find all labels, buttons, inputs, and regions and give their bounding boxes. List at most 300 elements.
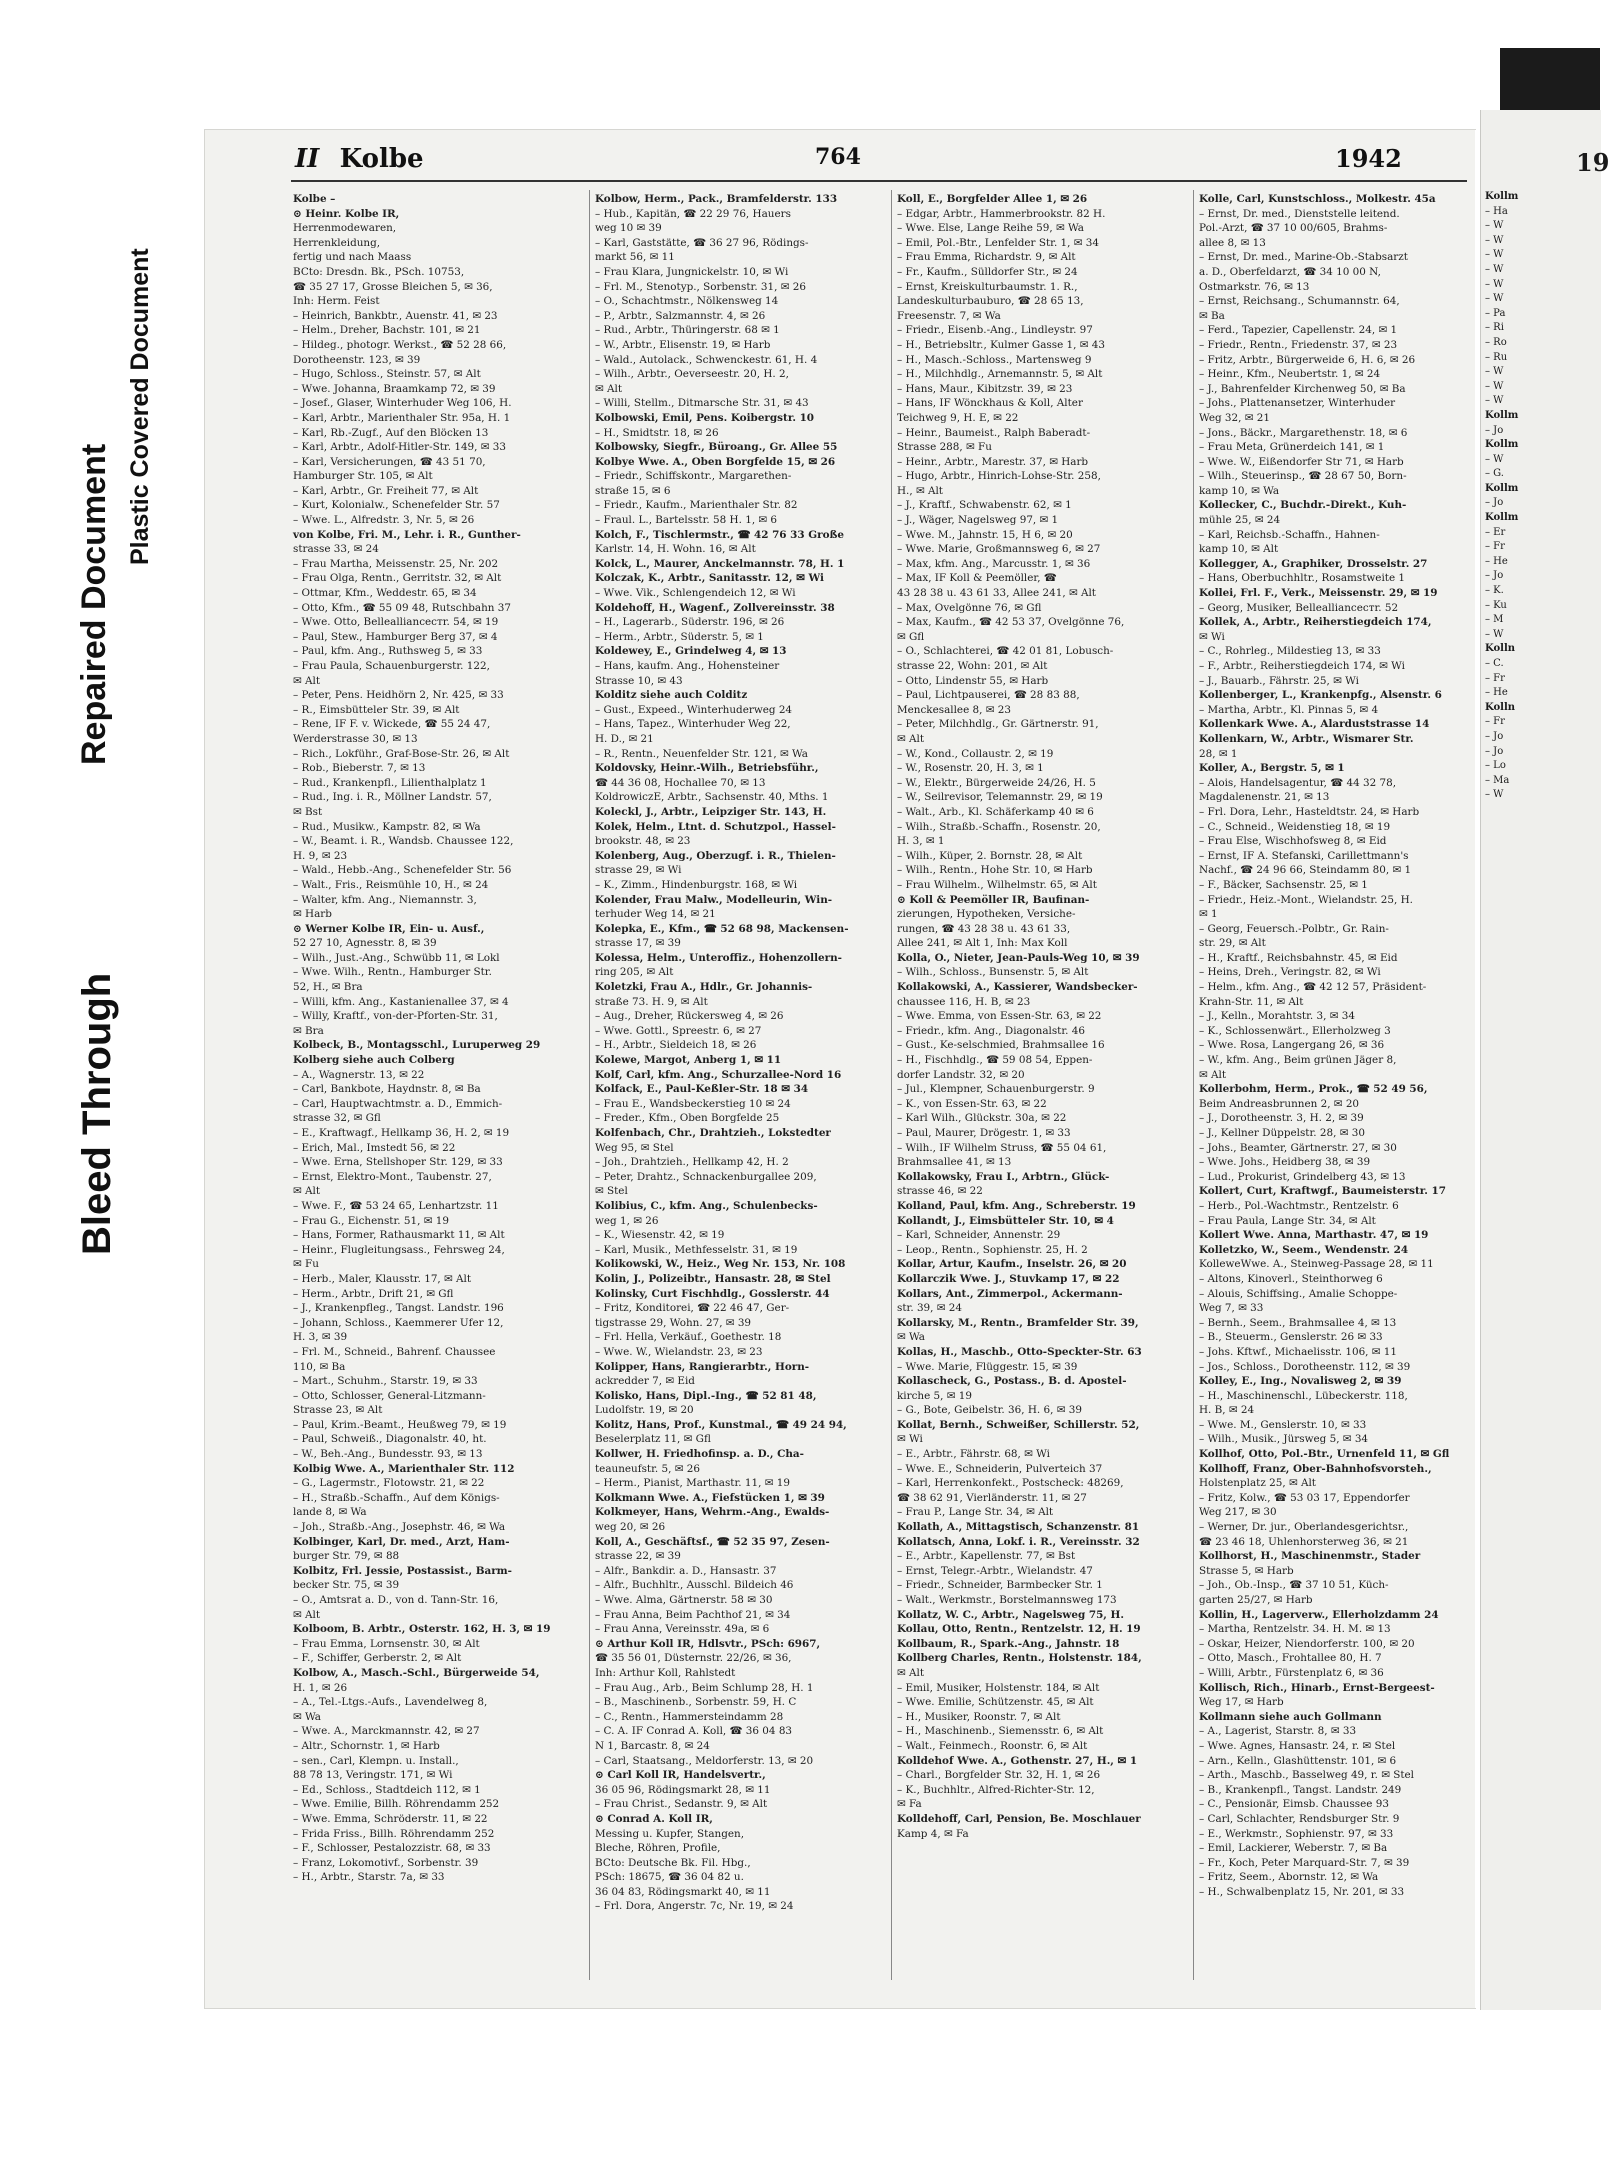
directory-entry: – Emil, Pol.-Btr., Lenfelder Str. 1, ✉ 34 bbox=[897, 236, 1099, 249]
directory-entry: ⊙ Werner Kolbe IR, Ein- u. Ausf., bbox=[293, 922, 485, 935]
scanner-edge bbox=[1500, 48, 1600, 110]
directory-entry: Kolldehof Wwe. A., Gothenstr. 27, H., ✉ 1 bbox=[897, 1754, 1138, 1767]
directory-entry: – Wwe. Johanna, Braamkamp 72, ✉ 39 bbox=[293, 382, 496, 395]
adjacent-entry: – Pa bbox=[1485, 307, 1506, 319]
directory-entry: – Karl, Schneider, Annenstr. 29 bbox=[897, 1229, 1061, 1242]
directory-entry: Kollhorst, H., Maschinenmstr., Stader bbox=[1199, 1550, 1421, 1563]
directory-entry: Kolipper, Hans, Rangierarbtr., Horn- bbox=[595, 1360, 810, 1373]
directory-entry: Kolibius, C., kfm. Ang., Schulenbecks- bbox=[595, 1199, 818, 1212]
directory-entry: Kamp 4, ✉ Fa bbox=[897, 1827, 969, 1840]
directory-entry: 36 05 96, Rödingsmarkt 28, ✉ 11 bbox=[595, 1783, 771, 1796]
directory-entry: Kollau, Otto, Rentn., Rentzelstr. 12, H. 19 bbox=[897, 1623, 1141, 1636]
directory-entry: terhuder Weg 14, ✉ 21 bbox=[595, 908, 716, 921]
adjacent-entry: – W bbox=[1485, 249, 1504, 261]
directory-entry: – Ernst, Telegr.-Arbtr., Wielandstr. 47 bbox=[897, 1564, 1093, 1577]
running-header bbox=[295, 144, 424, 174]
directory-entry: 110, ✉ Ba bbox=[293, 1360, 346, 1373]
directory-entry: – Wwe. Wilh., Rentn., Hamburger Str. bbox=[293, 966, 492, 979]
directory-entry: – Karl Wilh., Glückstr. 30a, ✉ 22 bbox=[897, 1112, 1067, 1125]
directory-entry: weg 20, ✉ 26 bbox=[595, 1521, 666, 1534]
directory-entry: weg 10 ✉ 39 bbox=[595, 222, 662, 235]
adjacent-page-column bbox=[1485, 190, 1595, 1970]
directory-entry: ☎ 35 27 17, Grosse Bleichen 5, ✉ 36, bbox=[293, 280, 493, 293]
side-label-bleed-through: Bleed Through bbox=[75, 972, 119, 1255]
directory-entry: Kollatsch, Anna, Lokf. i. R., Vereinsstr. 32 bbox=[897, 1535, 1140, 1548]
adjacent-entry: – Fr bbox=[1485, 541, 1505, 553]
directory-entry: – Walt., Feinmech., Roonstr. 6, ✉ Alt bbox=[897, 1739, 1088, 1752]
directory-entry: – Herb., Maler, Klausstr. 17, ✉ Alt bbox=[293, 1272, 472, 1285]
directory-entry: – P., Arbtr., Salzmannstr. 4, ✉ 26 bbox=[595, 309, 766, 322]
directory-entry: Kolbeck, B., Montagsschl., Luruperweg 29 bbox=[293, 1039, 541, 1052]
directory-entry: – Ernst, Dr. med., Marine-Ob.-Stabsarzt bbox=[1199, 251, 1408, 264]
directory-entry: a. D., Oberfeldarzt, ☎ 34 10 00 N, bbox=[1199, 265, 1381, 278]
directory-entry: – O., Amtsrat a. D., von d. Tann-Str. 16, bbox=[293, 1594, 499, 1606]
directory-entry: – Heins, Dreh., Veringstr. 82, ✉ Wi bbox=[1199, 966, 1381, 979]
directory-entry: Karlstr. 14, H. Wohn. 16, ✉ Alt bbox=[595, 543, 756, 556]
directory-entry: – B., Steuerm., Genslerstr. 26 ✉ 33 bbox=[1199, 1331, 1383, 1344]
directory-entry: – H., Schwalbenplatz 15, Nr. 201, ✉ 33 bbox=[1199, 1885, 1405, 1898]
directory-entry: – Wwe. Emma, von Essen-Str. 63, ✉ 22 bbox=[897, 1010, 1102, 1023]
bottom-margin bbox=[0, 2060, 1600, 2177]
directory-entry: – Frau Else, Wischhofsweg 8, ✉ Eid bbox=[1199, 835, 1387, 848]
adjacent-entry: – W bbox=[1485, 789, 1504, 801]
directory-entry: – J., Wäger, Nagelsweg 97, ✉ 1 bbox=[897, 514, 1059, 527]
directory-entry: Hamburger Str. 105, ✉ Alt bbox=[293, 470, 433, 483]
directory-entry: Kollerbohm, Herm., Prok., ☎ 52 49 56, bbox=[1199, 1083, 1428, 1096]
directory-entry: Kolikowski, W., Heiz., Weg Nr. 153, Nr. 108 bbox=[595, 1258, 846, 1271]
directory-entry: ✉ Alt bbox=[293, 674, 321, 687]
directory-entry: – W., Kond., Collaustr. 2, ✉ 19 bbox=[897, 747, 1054, 760]
header-year: 1942 bbox=[1335, 144, 1402, 173]
directory-entry: Kolbow, Herm., Pack., Bramfelderstr. 133 bbox=[595, 193, 838, 205]
directory-entry: becker Str. 75, ✉ 39 bbox=[293, 1579, 400, 1592]
directory-entry: ✉ Gfl bbox=[897, 630, 925, 643]
directory-entry: – Peter, Pens. Heidhörn 2, Nr. 425, ✉ 33 bbox=[293, 689, 504, 702]
directory-entry: Kolla, O., Nieter, Jean-Pauls-Weg 10, ✉ 39 bbox=[897, 951, 1140, 964]
directory-entry: – Wilh., Musik., Jürsweg 5, ✉ 34 bbox=[1199, 1433, 1369, 1446]
directory-entry: – E., Arbtr., Fährstr. 68, ✉ Wi bbox=[897, 1448, 1050, 1461]
directory-entry: – Lud., Prokurist, Grindelberg 43, ✉ 13 bbox=[1199, 1170, 1406, 1183]
directory-entry: – Ed., Schloss., Stadtdeich 112, ✉ 1 bbox=[293, 1783, 481, 1796]
directory-entry: Kolck, L., Maurer, Anckelmannstr. 78, H. 1 bbox=[595, 557, 845, 570]
directory-entry: – J., Kellner Düppelstr. 28, ✉ 30 bbox=[1199, 1127, 1365, 1139]
directory-entry: – Hugo, Schloss., Steinstr. 57, ✉ Alt bbox=[293, 368, 481, 381]
directory-entry: – W., Rosenstr. 20, H. 3, ✉ 1 bbox=[897, 762, 1044, 775]
directory-entry: – Wwe. Emilie, Schützenstr. 45, ✉ Alt bbox=[897, 1696, 1094, 1709]
directory-entry: Kolfack, E., Paul-Keßler-Str. 18 ✉ 34 bbox=[595, 1083, 809, 1096]
directory-entry: ✉ Alt bbox=[1199, 1068, 1227, 1081]
directory-entry: Beselerplatz 11, ✉ Gfl bbox=[595, 1433, 711, 1446]
directory-entry: Werderstrasse 30, ✉ 13 bbox=[293, 732, 418, 745]
directory-entry: Kolkmann Wwe. A., Fiefstücken 1, ✉ 39 bbox=[595, 1491, 825, 1504]
adjacent-entry: – Ku bbox=[1485, 599, 1507, 611]
directory-entry: H. B, ✉ 24 bbox=[1199, 1404, 1255, 1417]
directory-entry: – Wwe. Erna, Stellshoper Str. 129, ✉ 33 bbox=[293, 1156, 503, 1169]
directory-entry: Krahn-Str. 11, ✉ Alt bbox=[1199, 995, 1304, 1008]
directory-entry: – Frau Emma, Lornsenstr. 30, ✉ Alt bbox=[293, 1637, 480, 1650]
side-label-plastic-covered: Plastic Covered Document bbox=[126, 248, 154, 565]
directory-entry: – Rud., Arbtr., Thüringerstr. 68 ✉ 1 bbox=[595, 324, 780, 337]
directory-entry: Inh: Herm. Feist bbox=[293, 295, 380, 308]
directory-entry: – Otto, Kfm., ☎ 55 09 48, Rutschbahn 37 bbox=[293, 601, 512, 614]
directory-entry: – O., Schachtmstr., Nölkensweg 14 bbox=[595, 295, 779, 308]
directory-entry: Kollar, Artur, Kaufm., Inselstr. 26, ✉ 20 bbox=[897, 1258, 1127, 1271]
adjacent-entry: Kollm bbox=[1485, 512, 1519, 524]
directory-entry: – H., Betriebsltr., Kulmer Gasse 1, ✉ 43 bbox=[897, 338, 1105, 351]
directory-entry: – Willy, Kraftf., von-der-Pforten-Str. 31, bbox=[293, 1010, 498, 1023]
directory-entry: Kollarczik Wwe. J., Stuvkamp 17, ✉ 22 bbox=[897, 1272, 1120, 1285]
directory-entry: Beim Andreasbrunnen 2, ✉ 20 bbox=[1199, 1097, 1360, 1110]
directory-entry: von Kolbe, Fri. M., Lehr. i. R., Gunther- bbox=[293, 528, 521, 541]
directory-entry: Kollecker, C., Buchdr.-Direkt., Kuh- bbox=[1199, 499, 1407, 512]
directory-entry: – Alfr., Bankdir. a. D., Hansastr. 37 bbox=[595, 1564, 777, 1577]
directory-entry: Kollakowski, A., Kassierer, Wandsbecker- bbox=[897, 981, 1138, 994]
directory-entry: ✉ Alt bbox=[293, 1608, 321, 1621]
directory-entry: – Jul., Klempner, Schauenburgerstr. 9 bbox=[897, 1083, 1095, 1096]
directory-entry: – R., Rentn., Neuenfelder Str. 121, ✉ Wa bbox=[595, 747, 808, 760]
directory-entry: – W., Elektr., Bürgerweide 24/26, H. 5 bbox=[897, 776, 1096, 789]
directory-entry: – Fr., Koch, Peter Marquard-Str. 7, ✉ 39 bbox=[1199, 1856, 1410, 1869]
directory-entry: Allee 241, ✉ Alt 1, Inh: Max Koll bbox=[897, 937, 1068, 950]
directory-entry: – Wald., Autolack., Schwenckestr. 61, H. 4 bbox=[595, 353, 818, 366]
directory-entry: ✉ Alt bbox=[897, 1666, 925, 1679]
directory-entry: – B., Maschinenb., Sorbenstr. 59, H. C bbox=[595, 1696, 797, 1709]
directory-entry: – Max, Kaufm., ☎ 42 53 37, Ovelgönne 76, bbox=[897, 616, 1125, 629]
directory-entry: – F., Schiffer, Gerberstr. 2, ✉ Alt bbox=[293, 1652, 462, 1665]
adjacent-entry: Kollm bbox=[1485, 482, 1519, 494]
directory-entry: – Ernst, Reichsang., Schumannstr. 64, bbox=[1199, 295, 1400, 308]
directory-entry: – Franz, Lokomotivf., Sorbenstr. 39 bbox=[293, 1856, 479, 1869]
directory-entry: strasse 46, ✉ 22 bbox=[897, 1185, 983, 1198]
directory-entry: – Hans, IF Wönckhaus & Koll, Alter bbox=[897, 397, 1083, 410]
directory-entry: str. 39, ✉ 24 bbox=[897, 1302, 962, 1315]
adjacent-entry: – Ru bbox=[1485, 351, 1508, 363]
directory-entry: – Alfr., Buchhltr., Ausschl. Bildeich 46 bbox=[595, 1579, 794, 1592]
directory-entry: ⊙ Conrad A. Koll IR, bbox=[595, 1812, 713, 1825]
adjacent-entry: Kollm bbox=[1485, 191, 1519, 202]
adjacent-entry: – He bbox=[1485, 687, 1508, 699]
directory-entry: – K., Wiesenstr. 42, ✉ 19 bbox=[595, 1229, 725, 1242]
adjacent-entry: – W bbox=[1485, 380, 1504, 392]
directory-entry: – Paul, Schweiß., Diagonalstr. 40, ht. bbox=[293, 1433, 487, 1446]
directory-entry: ✉ Alt bbox=[897, 732, 925, 745]
directory-entry: – F., Bäcker, Sachsenstr. 25, ✉ 1 bbox=[1199, 878, 1368, 891]
directory-entry: Kollmann siehe auch Gollmann bbox=[1199, 1710, 1382, 1723]
directory-entry: Kollhof, Otto, Pol.-Btr., Urnenfeld 11, ✉ Gfl bbox=[1199, 1448, 1450, 1461]
directory-entry: – Jos., Schloss., Dorotheenstr. 112, ✉ 39 bbox=[1199, 1360, 1411, 1373]
directory-entry: – Heinr., Flugleitungsass., Fehrsweg 24, bbox=[293, 1243, 505, 1256]
directory-entry: strasse 32, ✉ Gfl bbox=[293, 1112, 381, 1125]
directory-entry: 88 78 13, Veringstr. 171, ✉ Wi bbox=[293, 1769, 453, 1782]
directory-entry: ✉ 1 bbox=[1199, 908, 1218, 921]
directory-entry: ✉ Harb bbox=[293, 908, 332, 921]
directory-entry: Kollat, Bernh., Schweißer, Schillerstr. 52, bbox=[897, 1418, 1140, 1431]
directory-entry: – W., Beh.-Ang., Bundesstr. 93, ✉ 13 bbox=[293, 1448, 483, 1461]
directory-entry: – K., Buchhltr., Alfred-Richter-Str. 12, bbox=[897, 1783, 1095, 1796]
directory-entry: Weg 95, ✉ Stel bbox=[595, 1141, 674, 1154]
directory-entry: Koletzki, Frau A., Hdlr., Gr. Johannis- bbox=[595, 981, 813, 994]
adjacent-entry: – Lo bbox=[1485, 760, 1506, 772]
directory-entry: – Frl. Dora, Lehr., Hasteldtstr. 24, ✉ Harb bbox=[1199, 805, 1420, 818]
directory-entry: – H., Arbtr., Starstr. 7a, ✉ 33 bbox=[293, 1871, 445, 1884]
directory-entry: – Frau Christ., Sedanstr. 9, ✉ Alt bbox=[595, 1798, 768, 1811]
directory-entry: – Joh., Drahtzieh., Hellkamp 42, H. 2 bbox=[595, 1156, 789, 1169]
directory-entry: Kollakowsky, Frau I., Arbtrn., Glück- bbox=[897, 1170, 1110, 1183]
directory-entry: – Frl. Dora, Angerstr. 7c, Nr. 19, ✉ 24 bbox=[595, 1900, 794, 1913]
directory-entry: – Rud., Krankenpfl., Lilienthalplatz 1 bbox=[293, 776, 487, 789]
directory-entry: Kolle, Carl, Kunstschloss., Molkestr. 45a bbox=[1199, 193, 1436, 205]
directory-entry: ✉ Alt bbox=[293, 1185, 321, 1198]
directory-entry: – Ernst, Kreiskulturbaumstr. 1. R., bbox=[897, 280, 1078, 293]
directory-entry: H. 3, ✉ 39 bbox=[293, 1331, 348, 1344]
directory-entry: – Karl, Arbtr., Adolf-Hitler-Str. 149, ✉ 33 bbox=[293, 441, 507, 454]
directory-entry: KoldrowiczE, Arbtr., Sachsenstr. 40, Mths. 1 bbox=[595, 791, 829, 804]
directory-entry: – Heinr., Baumeist., Ralph Baberadt- bbox=[897, 426, 1091, 439]
directory-entry: H. D., ✉ 21 bbox=[595, 732, 654, 745]
directory-entry: Kollars, Ant., Zimmerpol., Ackermann- bbox=[897, 1287, 1123, 1300]
directory-entry: ✉ Stel bbox=[595, 1185, 628, 1198]
directory-entry: – Wwe. W., Eißendorfer Str 71, ✉ Harb bbox=[1199, 455, 1404, 468]
directory-entry: ✉ Bst bbox=[293, 805, 323, 818]
directory-entry: PSch: 18675, ☎ 36 04 82 u. bbox=[595, 1871, 744, 1884]
directory-entry: – Wilh., Steuerinsp., ☎ 28 67 50, Born- bbox=[1199, 470, 1407, 483]
directory-entry: Kolfenbach, Chr., Drahtzieh., Lokstedter bbox=[595, 1127, 831, 1139]
directory-entry: – Wwe. Emilie, Billh. Röhrendamm 252 bbox=[293, 1798, 500, 1811]
directory-entry: – Peter, Drahtz., Schnackenburgallee 209, bbox=[595, 1170, 817, 1183]
adjacent-entry: – Fr bbox=[1485, 716, 1505, 728]
directory-entry: – Oskar, Heizer, Niendorferstr. 100, ✉ 20 bbox=[1199, 1637, 1415, 1650]
directory-entry: – Max, Ovelgönne 76, ✉ Gfl bbox=[897, 601, 1042, 614]
directory-entry: rungen, ☎ 43 28 38 u. 43 61 33, bbox=[897, 922, 1071, 935]
directory-entry: teauneufstr. 5, ✉ 26 bbox=[595, 1462, 700, 1475]
directory-entry: Koldewey, E., Grindelweg 4, ✉ 13 bbox=[595, 645, 787, 658]
directory-entry: – Joh., Straßb.-Ang., Josephstr. 46, ✉ Wa bbox=[293, 1521, 506, 1534]
directory-entry: – Frida Friss., Billh. Röhrendamm 252 bbox=[293, 1827, 495, 1840]
directory-entry: Strasse 5, ✉ Harb bbox=[1199, 1564, 1294, 1577]
directory-entry: Kollegger, A., Graphiker, Drosselstr. 27 bbox=[1199, 557, 1428, 570]
directory-entry: – Carl, Bankbote, Haydnstr. 8, ✉ Ba bbox=[293, 1083, 481, 1096]
directory-entry: – Rob., Bieberstr. 7, ✉ 13 bbox=[293, 762, 426, 775]
adjacent-entry: – Jo bbox=[1485, 424, 1504, 436]
directory-entry: – Wwe. Alma, Gärtnerstr. 58 ✉ 30 bbox=[595, 1594, 773, 1606]
directory-entry: strasse 29, ✉ Wi bbox=[595, 864, 682, 877]
directory-entry: H. 9, ✉ 23 bbox=[293, 849, 348, 862]
adjacent-entry: – C. bbox=[1485, 658, 1504, 669]
directory-entry: Messing u. Kupfer, Stangen, bbox=[595, 1827, 744, 1840]
directory-entry: – Frau E., Wandsbeckerstieg 10 ✉ 24 bbox=[595, 1097, 791, 1110]
directory-entry: – Frau Olga, Rentn., Gerritstr. 32, ✉ Alt bbox=[293, 572, 502, 585]
directory-entry: – Karl, Arbtr., Marienthaler Str. 95a, H. 1 bbox=[293, 411, 511, 424]
directory-entry: – Emil, Lackierer, Weberstr. 7, ✉ Ba bbox=[1199, 1842, 1388, 1855]
directory-entry: – Charl., Borgfelder Str. 32, H. 1, ✉ 26 bbox=[897, 1769, 1101, 1782]
adjacent-entry: – Jo bbox=[1485, 497, 1504, 509]
directory-entry: Koll, E., Borgfelder Allee 1, ✉ 26 bbox=[897, 193, 1088, 205]
directory-entry: – Hans, Former, Rathausmarkt 11, ✉ Alt bbox=[293, 1229, 505, 1242]
directory-entry: ☎ 44 36 08, Hochallee 70, ✉ 13 bbox=[595, 776, 766, 789]
page-number: 764 bbox=[815, 144, 861, 170]
adjacent-entry: – W bbox=[1485, 278, 1504, 290]
directory-entry: – Willi, kfm. Ang., Kastanienallee 37, ✉ 4 bbox=[293, 995, 509, 1008]
directory-entry: – Wwe. Otto, Belleallianceстr. 54, ✉ 19 bbox=[293, 616, 499, 629]
directory-entry: chaussee 116, H. B, ✉ 23 bbox=[897, 995, 1031, 1008]
directory-entry: Kolbitz, Frl. Jessie, Postassist., Barm- bbox=[293, 1564, 512, 1577]
directory-entry: – Karl, Herrenkonfekt., Postscheck: 48269, bbox=[897, 1477, 1124, 1490]
directory-entry: – H., Lagerarb., Süderstr. 196, ✉ 26 bbox=[595, 616, 785, 629]
directory-entry: – G., Bote, Geibelstr. 36, H. 6, ✉ 39 bbox=[897, 1404, 1082, 1417]
directory-entry: – Ernst, Elektro-Mont., Taubenstr. 27, bbox=[293, 1170, 492, 1183]
directory-entry: dorfer Landstr. 32, ✉ 20 bbox=[897, 1068, 1025, 1081]
directory-column-2 bbox=[595, 192, 887, 1992]
directory-entry: N 1, Barcastr. 8, ✉ 24 bbox=[595, 1739, 710, 1752]
directory-entry: Kollath, A., Mittagstisch, Schanzenstr. 81 bbox=[897, 1521, 1140, 1534]
directory-entry: Kolboom, B. Arbtr., Osterstr. 162, H. 3, ✉ 19 bbox=[293, 1623, 551, 1636]
directory-entry: – Friedr., Schneider, Barmbecker Str. 1 bbox=[897, 1579, 1103, 1592]
directory-entry: Kolewe, Margot, Anberg 1, ✉ 11 bbox=[595, 1054, 782, 1067]
adjacent-entry: – Er bbox=[1485, 526, 1506, 538]
directory-entry: Weg 7, ✉ 33 bbox=[1199, 1302, 1264, 1315]
adjacent-entry: – W bbox=[1485, 453, 1504, 465]
directory-entry: – G., Lagermstr., Flotowstr. 21, ✉ 22 bbox=[293, 1477, 485, 1490]
directory-entry: – K., Schlossenwärt., Ellerholzweg 3 bbox=[1199, 1024, 1391, 1037]
adjacent-entry: – Ma bbox=[1485, 774, 1510, 786]
directory-entry: – H., Musiker, Roonstr. 7, ✉ Alt bbox=[897, 1710, 1061, 1723]
directory-entry: – Fritz, Seem., Abornstr. 12, ✉ Wa bbox=[1199, 1871, 1379, 1884]
directory-entry: Kollisch, Rich., Hinarb., Ernst-Bergeest- bbox=[1199, 1681, 1435, 1694]
directory-entry: Herrenmodewaren, bbox=[293, 222, 397, 235]
directory-entry: Kolf, Carl, kfm. Ang., Schurzallee-Nord 16 bbox=[595, 1068, 842, 1081]
directory-entry: – Hans, Maur., Kibitzstr. 39, ✉ 23 bbox=[897, 382, 1073, 395]
directory-entry: Kolldehoff, Carl, Pension, Be. Moschlauer bbox=[897, 1812, 1141, 1825]
directory-entry: – W., Seilrevisor, Telemannstr. 29, ✉ 19 bbox=[897, 791, 1103, 804]
directory-entry: – Fritz, Arbtr., Bürgerweide 6, H. 6, ✉ 26 bbox=[1199, 353, 1416, 366]
side-label-repaired: Repaired Document bbox=[75, 443, 113, 765]
directory-entry: ✉ Alt bbox=[595, 382, 623, 395]
directory-entry: Strasse 23, ✉ Alt bbox=[293, 1404, 383, 1417]
directory-entry: – Hans, Oberbuchhltr., Rosamstweite 1 bbox=[1199, 572, 1406, 585]
directory-entry: mühle 25, ✉ 24 bbox=[1199, 514, 1281, 527]
directory-entry: ☎ 35 56 01, Düsternstr. 22/26, ✉ 36, bbox=[595, 1652, 792, 1665]
directory-entry: – Herm., Pianist, Marthastr. 11, ✉ 19 bbox=[595, 1477, 790, 1490]
directory-entry: – Wilh., Straßb.-Schaffn., Rosenstr. 20, bbox=[897, 820, 1101, 833]
directory-entry: – Frl. Hella, Verkäuf., Goethestr. 18 bbox=[595, 1331, 782, 1344]
directory-entry: Kolbowski, Emil, Pens. Koibergstr. 10 bbox=[595, 411, 815, 424]
directory-entry: Koll, A., Geschäftsf., ☎ 52 35 97, Zesen- bbox=[595, 1535, 830, 1548]
directory-entry: – H., Masch.-Schloss., Martensweg 9 bbox=[897, 353, 1092, 366]
directory-entry: – W., kfm. Ang., Beim grünen Jäger 8, bbox=[1199, 1054, 1397, 1067]
directory-entry: – R., Eimsbütteler Str. 39, ✉ Alt bbox=[293, 703, 460, 716]
directory-entry: Holstenplatz 25, ✉ Alt bbox=[1199, 1477, 1316, 1490]
directory-entry: – Aug., Dreher, Rückersweg 4, ✉ 26 bbox=[595, 1010, 784, 1023]
directory-entry: – Johann, Schloss., Kaemmerer Ufer 12, bbox=[293, 1316, 504, 1329]
side-label-strip bbox=[50, 248, 200, 1300]
directory-entry: – Wilh., Just.-Ang., Schwübb 11, ✉ Lokl bbox=[293, 951, 500, 964]
directory-entry: – Wwe. Johs., Heidberg 38, ✉ 39 bbox=[1199, 1156, 1371, 1169]
header-name: Kolbe bbox=[339, 144, 424, 174]
directory-entry: – J., Dorotheenstr. 3, H. 2, ✉ 39 bbox=[1199, 1112, 1364, 1125]
directory-entry: markt 56, ✉ 11 bbox=[595, 251, 675, 264]
directory-entry: BCto: Dresdn. Bk., PSch. 10753, bbox=[293, 265, 465, 278]
directory-entry: – E., Arbtr., Kapellenstr. 77, ✉ Bst bbox=[897, 1550, 1076, 1563]
directory-entry: Dorotheenstr. 123, ✉ 39 bbox=[293, 353, 421, 366]
adjacent-entry: – W bbox=[1485, 628, 1504, 640]
directory-entry: – Fraul. L., Bartelsstr. 58 H. 1, ✉ 6 bbox=[595, 514, 778, 527]
column-divider bbox=[589, 190, 590, 1980]
adjacent-entry: – G. bbox=[1485, 468, 1504, 480]
directory-entry: – J., Kraftf., Schwabenstr. 62, ✉ 1 bbox=[897, 499, 1072, 512]
directory-entry: – Wwe. Gottl., Spreestr. 6, ✉ 27 bbox=[595, 1024, 762, 1037]
directory-entry: – K., von Essen-Str. 63, ✉ 22 bbox=[897, 1097, 1047, 1110]
directory-entry: – Ernst, IF A. Stefanski, Carillettmann's bbox=[1199, 849, 1409, 862]
directory-entry: Kolbinger, Karl, Dr. med., Arzt, Ham- bbox=[293, 1535, 510, 1548]
directory-entry: ring 205, ✉ Alt bbox=[595, 966, 674, 979]
adjacent-page-header: 19 bbox=[1576, 148, 1609, 177]
directory-entry: – Paul, Maurer, Drögestr. 1, ✉ 33 bbox=[897, 1127, 1071, 1139]
directory-entry: – Friedr., Schiffskontr., Margarethen- bbox=[595, 470, 792, 483]
directory-entry: – Arth., Maschb., Basselweg 49, r. ✉ Stel bbox=[1199, 1769, 1414, 1782]
directory-entry: Nachf., ☎ 24 96 66, Steindamm 80, ✉ 1 bbox=[1199, 864, 1412, 877]
directory-entry: – Wwe. W., Wielandstr. 23, ✉ 23 bbox=[595, 1345, 763, 1358]
directory-entry: – Emil, Musiker, Holstenstr. 184, ✉ Alt bbox=[897, 1681, 1100, 1694]
directory-entry: – Johs., Plattenansetzer, Winterhuder bbox=[1199, 397, 1396, 410]
directory-entry: Kollas, H., Maschb., Otto-Speckter-Str. 63 bbox=[897, 1345, 1142, 1358]
directory-entry: – Helm., Dreher, Bachstr. 101, ✉ 21 bbox=[293, 324, 481, 337]
directory-entry: – Frau Anna, Beim Pachthof 21, ✉ 34 bbox=[595, 1608, 791, 1621]
directory-entry: – Altons, Kinoverl., Steinthorweg 6 bbox=[1199, 1272, 1383, 1285]
directory-entry: Kolek, Helm., Ltnt. d. Schutzpol., Hassel- bbox=[595, 820, 836, 833]
directory-entry: Kolepka, E., Kfm., ☎ 52 68 98, Mackensen- bbox=[595, 922, 849, 935]
directory-entry: – Frau Meta, Grünerdeich 141, ✉ 1 bbox=[1199, 441, 1385, 454]
directory-entry: – Peter, Milchhdlg., Gr. Gärtnerstr. 91, bbox=[897, 718, 1099, 731]
adjacent-entry: – W bbox=[1485, 395, 1504, 407]
directory-entry: – Kurt, Kolonialw., Schenefelder Str. 57 bbox=[293, 499, 500, 512]
directory-entry: strasse 33, ✉ 24 bbox=[293, 543, 379, 556]
directory-entry: – Max, kfm. Ang., Marcusstr. 1, ✉ 36 bbox=[897, 557, 1091, 570]
directory-column-3 bbox=[897, 192, 1189, 1992]
adjacent-entry: – Fr bbox=[1485, 672, 1505, 684]
directory-entry: – Gust., Expeed., Winterhuderweg 24 bbox=[595, 703, 793, 716]
directory-entry: – Friedr., Rentn., Friedenstr. 37, ✉ 23 bbox=[1199, 338, 1398, 351]
directory-entry: – W., Arbtr., Elisenstr. 19, ✉ Harb bbox=[595, 338, 771, 351]
directory-entry: H., ✉ Alt bbox=[897, 484, 943, 497]
directory-entry: ✉ Wi bbox=[1199, 630, 1225, 643]
directory-entry: Kolenberg, Aug., Oberzugf. i. R., Thielen- bbox=[595, 849, 836, 862]
directory-entry: Kollhoff, Franz, Ober-Bahnhofsvorsteh., bbox=[1199, 1462, 1432, 1475]
directory-column-1 bbox=[293, 192, 585, 1992]
directory-entry: – Arn., Kelln., Glashüttenstr. 101, ✉ 6 bbox=[1199, 1754, 1397, 1767]
directory-entry: – Wilh., Arbtr., Oeverseestr. 20, H. 2, bbox=[595, 368, 789, 381]
directory-entry: Kolley, E., Ing., Novalisweg 2, ✉ 39 bbox=[1199, 1375, 1402, 1388]
directory-entry: Kolin, J., Polizeibtr., Hansastr. 28, ✉ Stel bbox=[595, 1272, 831, 1285]
directory-entry: – Paul, Krim.-Beamt., Heußweg 79, ✉ 19 bbox=[293, 1418, 507, 1431]
adjacent-entry: – W bbox=[1485, 220, 1504, 232]
directory-entry: – Alois, Handelsagentur, ☎ 44 32 78, bbox=[1199, 776, 1397, 789]
directory-entry: Kollenkark Wwe. A., Alarduststrasse 14 bbox=[1199, 718, 1430, 731]
directory-entry: Kolbig Wwe. A., Marienthaler Str. 112 bbox=[293, 1462, 515, 1475]
directory-entry: – C., Rentn., Hammersteindamm 28 bbox=[595, 1710, 784, 1723]
directory-entry: ⊙ Carl Koll IR, Handelsvertr., bbox=[595, 1769, 766, 1782]
directory-entry: ✉ Fa bbox=[897, 1798, 922, 1811]
directory-entry: strasse 17, ✉ 39 bbox=[595, 937, 681, 950]
directory-entry: – Paul, Lichtpauserei, ☎ 28 83 88, bbox=[897, 689, 1080, 702]
directory-entry: str. 29, ✉ Alt bbox=[1199, 937, 1266, 950]
directory-entry: – Walt., Werkmstr., Borstelmannsweg 173 bbox=[897, 1594, 1117, 1606]
adjacent-entry: Kolln bbox=[1485, 643, 1516, 655]
directory-entry: kirche 5, ✉ 19 bbox=[897, 1389, 972, 1402]
directory-entry: Kollatz, W. C., Arbtr., Nagelsweg 75, H. bbox=[897, 1608, 1124, 1621]
directory-entry: – Hildeg., photogr. Werkst., ☎ 52 28 66, bbox=[293, 338, 507, 351]
directory-entry: – Frau G., Eichenstr. 51, ✉ 19 bbox=[293, 1214, 449, 1227]
directory-entry: 28, ✉ 1 bbox=[1199, 747, 1238, 760]
